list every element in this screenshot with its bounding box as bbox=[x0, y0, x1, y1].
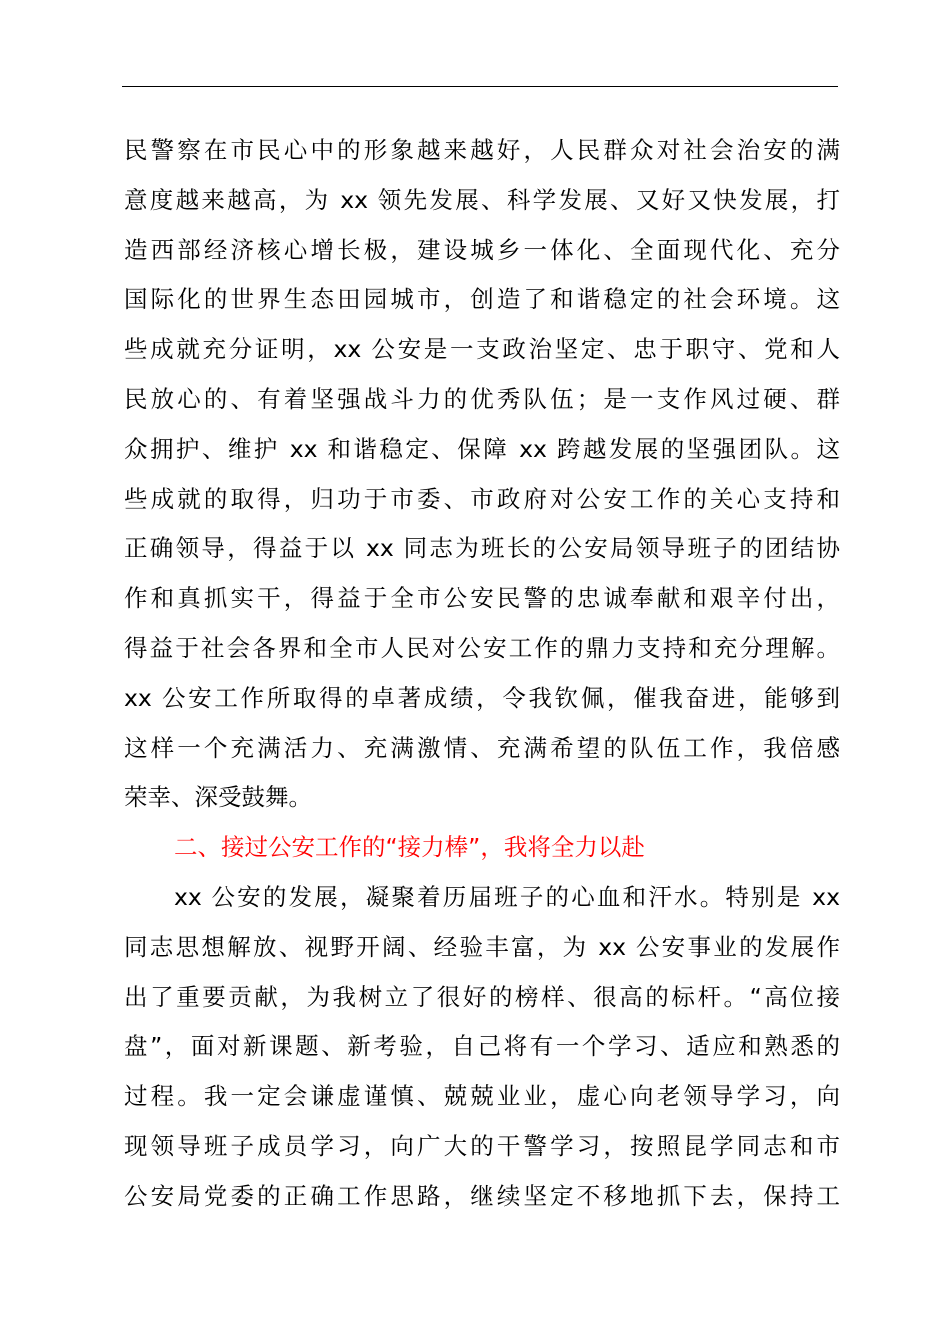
text-line: 公安局党委的正确工作思路，继续坚定不移地抓下去，保持工 bbox=[124, 1181, 840, 1210]
text-line: 同志思想解放、视野开阔、经验丰富，为 xx 公安事业的发展作 bbox=[124, 932, 840, 961]
text-line: 过程。我一定会谦虚谨慎、兢兢业业，虚心向老领导学习，向 bbox=[124, 1082, 840, 1111]
text-line: 荣幸、深受鼓舞。 bbox=[124, 783, 312, 812]
section-heading: 二、接过公安工作的“接力棒”，我将全力以赴 bbox=[174, 833, 645, 862]
header-rule bbox=[122, 86, 838, 87]
text-line: 得益于社会各界和全市人民对公安工作的鼎力支持和充分理解。 bbox=[124, 633, 840, 662]
text-line: 这样一个充满活力、充满激情、充满希望的队伍工作，我倍感 bbox=[124, 733, 840, 762]
text-line: 民警察在市民心中的形象越来越好，人民群众对社会治安的满 bbox=[124, 136, 840, 164]
text-line: xx 公安的发展，凝聚着历届班子的心血和汗水。特别是 xx bbox=[174, 882, 840, 911]
text-line: 作和真抓实干，得益于全市公安民警的忠诚奉献和艰辛付出， bbox=[124, 584, 840, 613]
text-line: 众拥护、维护 xx 和谐稳定、保障 xx 跨越发展的坚强团队。这 bbox=[124, 434, 840, 463]
text-line: 民放心的、有着坚强战斗力的优秀队伍；是一支作风过硬、群 bbox=[124, 384, 840, 413]
paragraph-achievements bbox=[124, 126, 840, 823]
text-line: 些成就充分证明，xx 公安是一支政治坚定、忠于职守、党和人 bbox=[124, 335, 840, 364]
text-line: 出了重要贡献，为我树立了很好的榜样、很高的标杆。“高位接 bbox=[124, 982, 840, 1011]
text-line: 意度越来越高，为 xx 领先发展、科学发展、又好又快发展，打 bbox=[124, 185, 840, 214]
text-line: 现领导班子成员学习，向广大的干警学习，按照昆学同志和市 bbox=[124, 1131, 840, 1160]
paragraph-relay bbox=[124, 873, 840, 1222]
text-line: 造西部经济核心增长极，建设城乡一体化、全面现代化、充分 bbox=[124, 235, 840, 264]
text-line: 些成就的取得，归功于市委、市政府对公安工作的关心支持和 bbox=[124, 484, 840, 513]
text-line: 国际化的世界生态田园城市，创造了和谐稳定的社会环境。这 bbox=[124, 285, 840, 314]
text-line: 正确领导，得益于以 xx 同志为班长的公安局领导班子的团结协 bbox=[124, 534, 840, 563]
document-body bbox=[124, 126, 840, 1222]
text-line: 盘”，面对新课题、新考验，自己将有一个学习、适应和熟悉的 bbox=[124, 1032, 840, 1061]
text-line: xx 公安工作所取得的卓著成绩，令我钦佩，催我奋进，能够到 bbox=[124, 683, 840, 712]
